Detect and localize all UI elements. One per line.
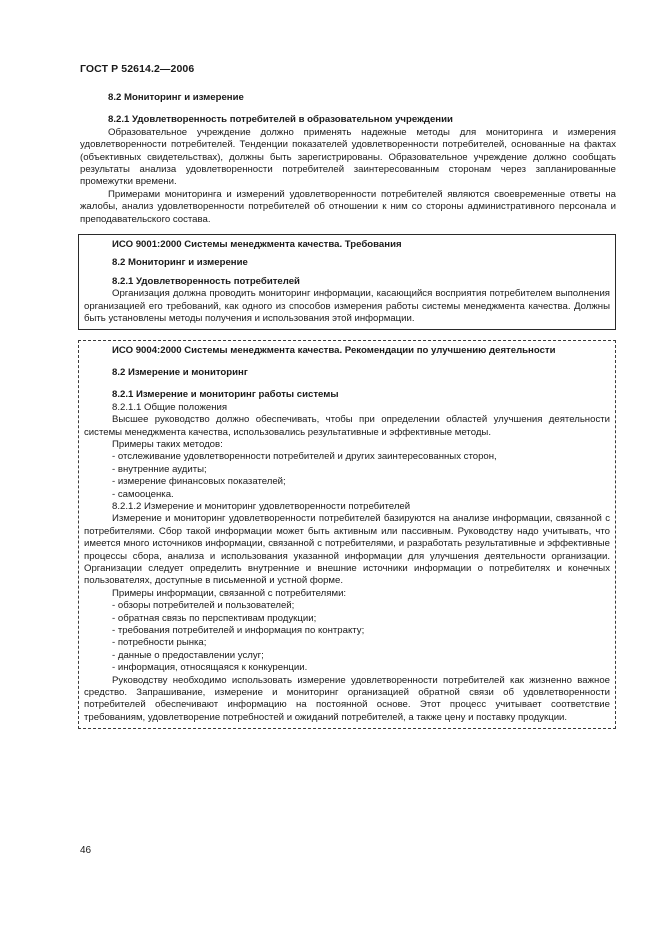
iso9004-paragraph-3: Руководству необходимо использовать измерение удовлетворенности потребителей как жизненно важное средство. Запрашивание, измерение и мониторинг организацией обратной связи об удовлетворенности потребителей обеспечивают информацию на постоянной основе. Этот процесс учитывает соответствие требованиям, удовлетворение потребностей и ожиданий потребителей, а также цену и поставку продукции. (84, 674, 610, 723)
list-item: - информация, относящаяся к конкуренции. (112, 662, 308, 674)
iso9004-clause-1: 8.2.1.1 Общие положения (112, 401, 228, 413)
list-item: - обратная связь по перспективам продукции; (112, 612, 317, 624)
page-number: 46 (80, 845, 92, 856)
list-item: - отслеживание удовлетворенности потребителей и других заинтересованных сторон, (112, 451, 497, 463)
list-item: - внутренние аудиты; (112, 463, 207, 475)
list-item: - обзоры потребителей и пользователей; (112, 600, 295, 612)
iso9001-heading: 8.2 Мониторинг и измерение (112, 257, 248, 269)
page-body (80, 92, 616, 729)
list-item: - самооценка. (112, 488, 174, 500)
iso9004-paragraph-2: Измерение и мониторинг удовлетворенности потребителей базируются на анализе информации, связанной с потребителями. Сбор такой информации может быть активным или пассивным. Руководству надо учитывать, что имеется много источников информации, связанной с потребителями, и разработать результативные и эффективные процессы сбора, анализа и использования указанной информации для улучшения деятельности организации. Организации следует определить внутренние и внешние источники информации о потребителях и конечных пользователях, доступные в письменной и устной форме. (84, 513, 610, 587)
iso9001-quote-box (78, 234, 616, 329)
iso9001-paragraph: Организация должна проводить мониторинг информации, касающийся восприятия потребителем выполнения организацией его требований, как одного из способов измерения работы системы менеджмента качества. Должны быть установлены методы получения и использования этой информации. (84, 288, 610, 325)
section-paragraph-2: Примерами мониторинга и измерений удовлетворенности потребителей являются своевременные ответы на жалобы, анализ удовлетворенности потребителей об отношении к ним со стороны административного персонала и преподавательского состава. (80, 188, 616, 225)
iso9004-info-intro: Примеры информации, связанной с потребителями: (112, 587, 347, 599)
list-item: - потребности рынка; (112, 637, 207, 649)
iso9004-subheading: 8.2.1 Измерение и мониторинг работы системы (112, 389, 339, 401)
iso9004-examples-intro: Примеры таких методов: (112, 438, 223, 450)
list-item: - измерение финансовых показателей; (112, 476, 286, 488)
iso9004-clause-2: 8.2.1.2 Измерение и мониторинг удовлетворенности потребителей (112, 500, 411, 512)
iso9004-title: ИСО 9004:2000 Системы менеджмента качества. Рекомендации по улучшению деятельности (112, 344, 556, 356)
iso9001-subheading: 8.2.1 Удовлетворенность потребителей (112, 275, 300, 287)
iso9004-paragraph-1: Высшее руководство должно обеспечивать, чтобы при определении областей улучшения деятельности системы менеджмента качества, использовались результативные и эффективные методы. (84, 414, 610, 438)
section-subheading: 8.2.1 Удовлетворенность потребителей в образовательном учреждении (108, 114, 453, 126)
iso9004-heading: 8.2 Измерение и мониторинг (112, 366, 248, 378)
iso9004-quote-box (78, 340, 616, 730)
section-heading: 8.2 Мониторинг и измерение (108, 92, 244, 103)
section-paragraph-1: Образовательное учреждение должно применять надежные методы для мониторинга и измерения удовлетворенности потребителей. Тенденции показателей удовлетворенности потребителей, основанные на фактах (объективных свидетельствах), должны быть зарегистрированы. Образовательное учреждение должно сообщать результаты анализа удовлетворенности потребителей заинтересованным сторонам через запланированные промежутки времени. (80, 126, 616, 188)
iso9001-title: ИСО 9001:2000 Системы менеджмента качества. Требования (112, 239, 402, 251)
standard-header: ГОСТ Р 52614.2—2006 (80, 63, 195, 75)
list-item: - данные о предоставлении услуг; (112, 649, 264, 661)
list-item: - требования потребителей и информация по контракту; (112, 625, 365, 637)
